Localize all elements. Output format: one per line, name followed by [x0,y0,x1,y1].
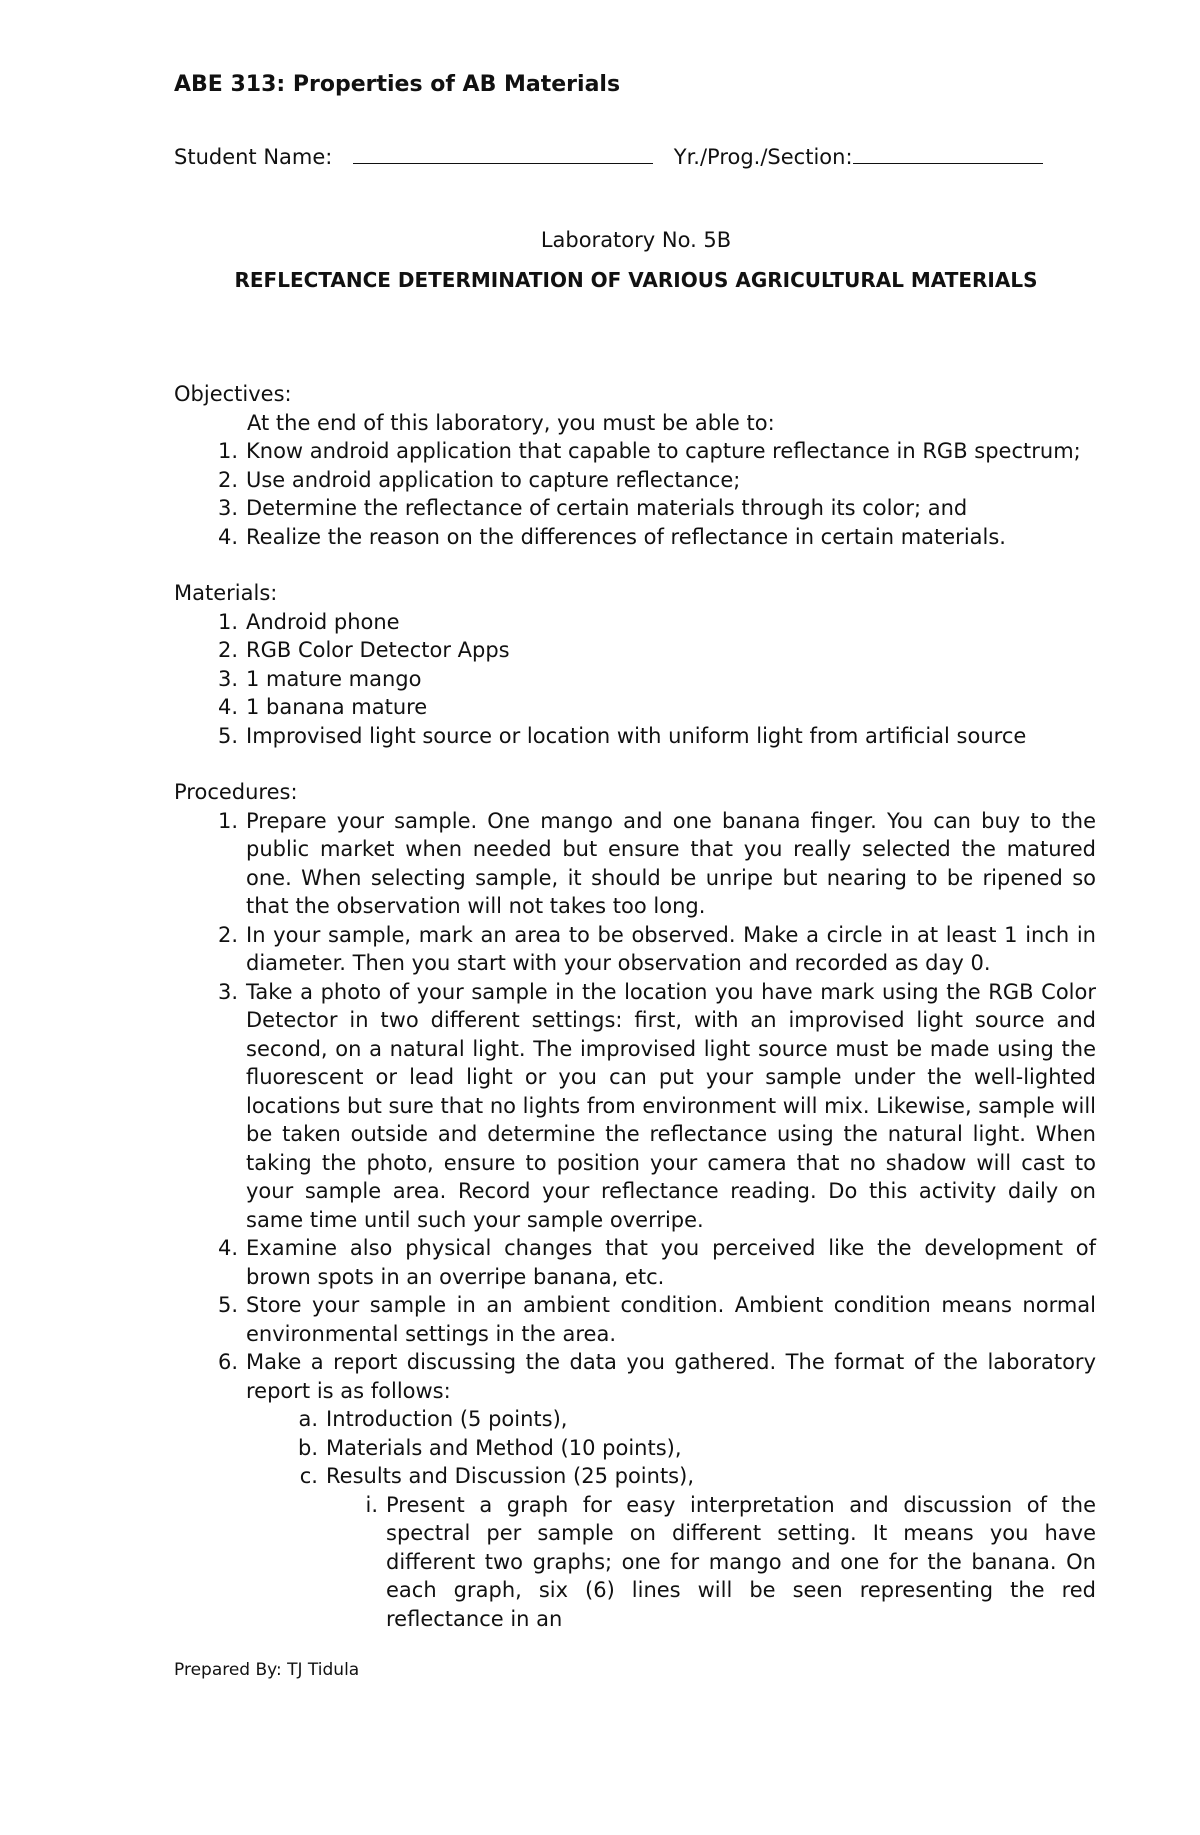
objectives-lead: At the end of this laboratory, you must be able to: [247,410,775,435]
report-parts-list [174,1405,1096,1491]
lab-title: REFLECTANCE DETERMINATION OF VARIOUS AGRICULTURAL MATERIALS [234,268,1038,292]
section-blank [853,145,1043,164]
results-sub-list [174,1491,1096,1634]
list-item: 5. Store your sample in an ambient condition. Ambient condition means normal environmental settings in the area. [217,1293,1096,1346]
list-item: 2. In your sample, mark an area to be observed. Make a circle in at least 1 inch in diameter. Then you start with your observation and recorded as day 0. [217,922,1096,975]
list-item: 3. 1 mature mango [217,666,422,691]
list-item: 1. Prepare your sample. One mango and one banana finger. You can buy to the public market when needed but ensure that you really selected the matured one. When selecting sample, it should be unripe but nearing to be ripened so that the observation will not takes too long. [217,808,1096,918]
list-item: 1. Know android application that capable to capture reflectance in RGB spectrum; [217,439,1081,463]
list-item: 3. Determine the reflectance of certain materials through its color; and [217,496,968,520]
materials-list [174,608,1096,751]
list-item: i. Present a graph for easy interpretation and discussion of the spectral per sample on different setting. It means you have different two graphs; one for mango and one for the banana. On each graph, six (6) lines will be seen representing the red reflectance in an [365,1492,1096,1631]
list-item: b. Materials and Method (10 points), [297,1435,682,1460]
procedures-heading: Procedures: [174,780,298,804]
student-name-blank [353,145,653,164]
list-item: 6. Make a report discussing the data you gathered. The format of the laboratory report is as follows: [217,1350,1096,1403]
materials-heading: Materials: [174,581,278,605]
section-label: Yr./Prog./Section: [673,145,853,169]
objectives-list [174,437,1096,551]
student-name-label: Student Name: [174,145,333,169]
list-item: a. Introduction (5 points), [298,1407,568,1431]
list-item: 4. Realize the reason on the differences of reflectance in certain materials. [217,524,1006,549]
list-item: 4. 1 banana mature [217,695,428,719]
list-item: 5. Improvised light source or location with uniform light from artificial source [217,723,1027,748]
list-item: 4. Examine also physical changes that you perceived like the development of brown spots in an overripe banana, etc. [217,1236,1096,1289]
list-item: 2. Use android application to capture reflectance; [217,467,741,492]
list-item: 1. Android phone [217,609,400,634]
list-item: 3. Take a photo of your sample in the location you have mark using the RGB Color Detector in two different settings: first, with an improvised light source and second, on a natural light. The improvised light source must be made using the fluorescent or lead light or you can put your sample under the well-lighted locations but sure that no lights from environment will mix. Likewise, sample will be taken outside and determine the reflectance using the natural light. When taking the photo, ensure to position your camera that no shadow will cast to your sample area. Record your reflectance reading. Do this activity daily on same time until such your sample overripe. [217,979,1096,1232]
list-item: c. Results and Discussion (25 points), [299,1464,694,1488]
procedures-list [174,807,1096,1406]
lab-number: Laboratory No. 5B [540,228,732,252]
list-item: 2. RGB Color Detector Apps [217,638,510,662]
student-info-line [174,145,1043,169]
document-body [174,380,1096,1633]
prepared-by-footer: Prepared By: TJ Tidula [174,1660,360,1680]
objectives-heading: Objectives: [174,382,292,406]
course-title: ABE 313: Properties of AB Materials [174,72,621,97]
